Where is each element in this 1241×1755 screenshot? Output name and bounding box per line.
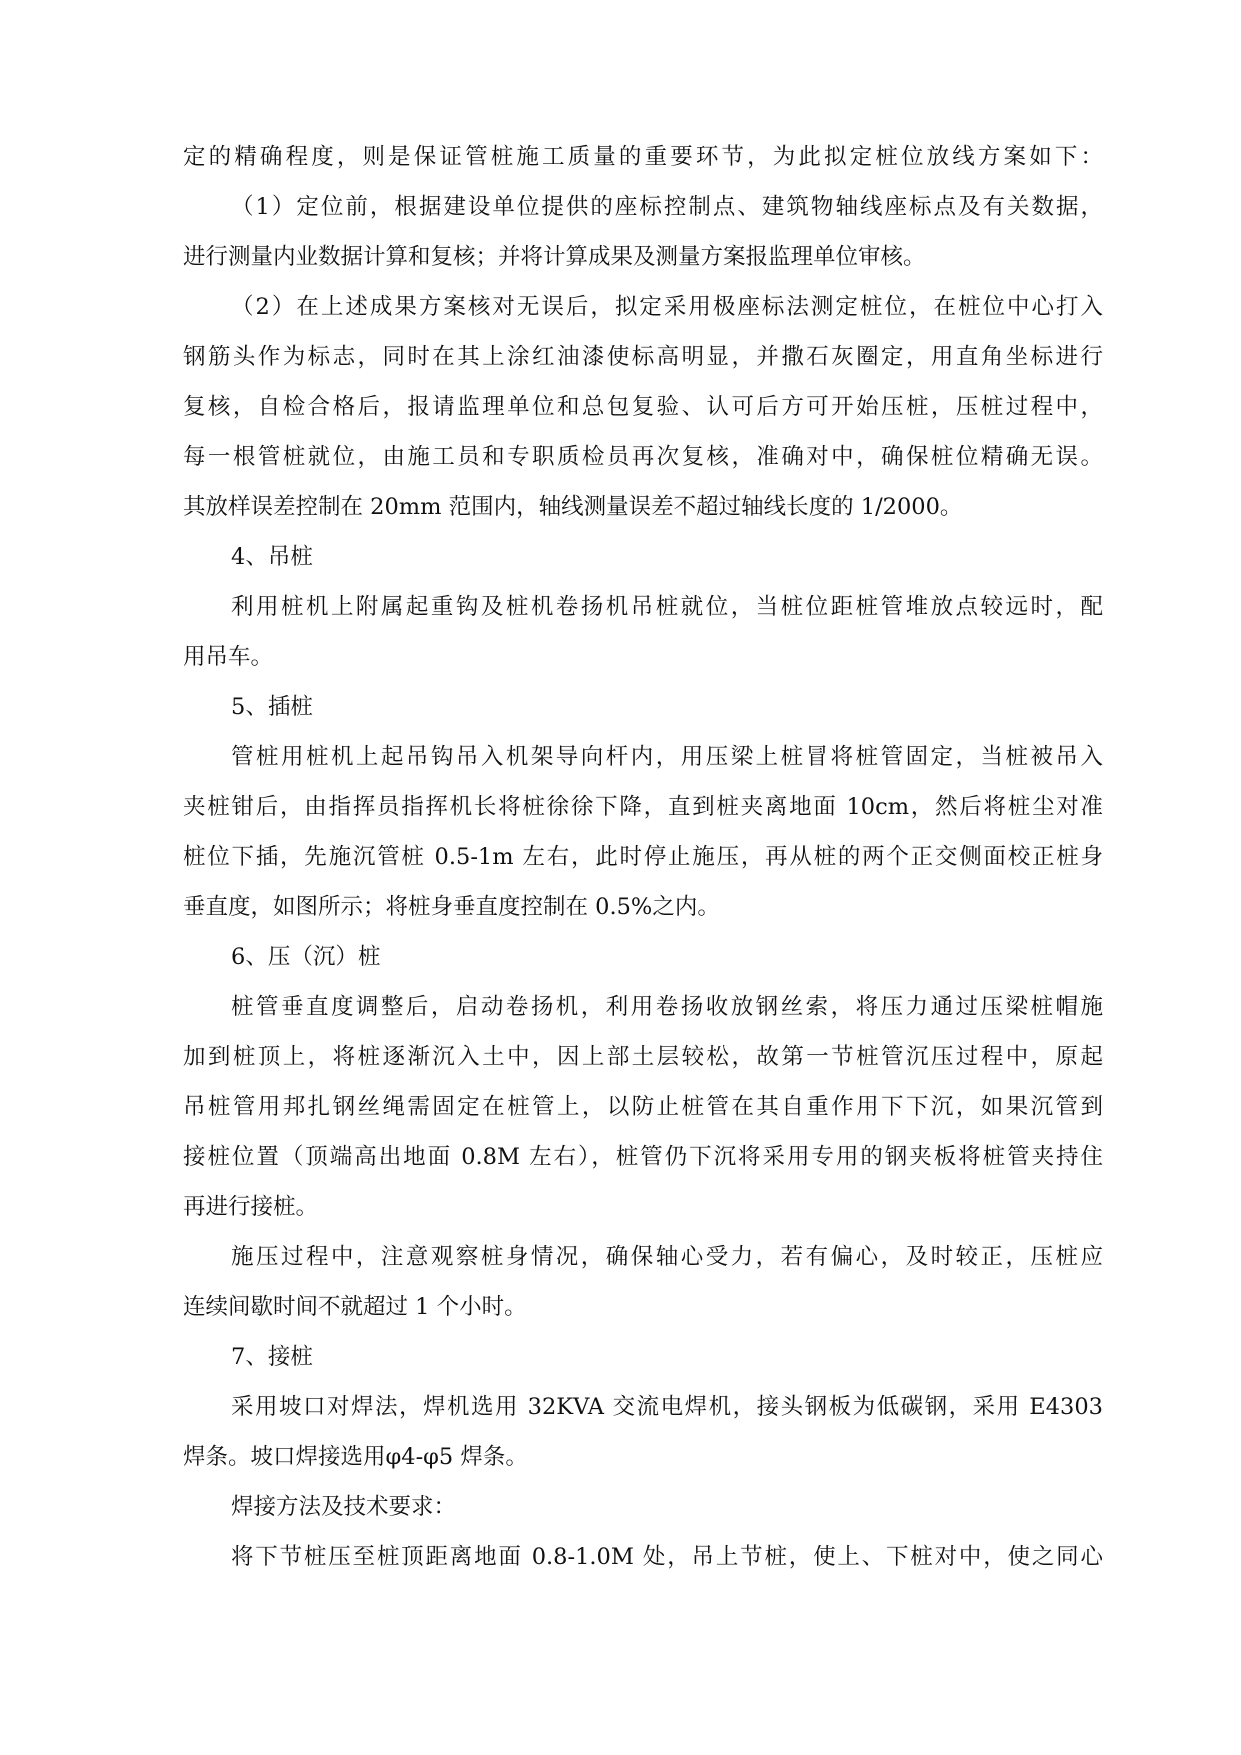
- text-line: 接桩位置（顶端高出地面 0.8M 左右），桩管仍下沉将采用专用的钢夹板将桩管夹持住: [183, 1144, 1103, 1170]
- text-line: （1）定位前，根据建设单位提供的座标控制点、建筑物轴线座标点及有关数据，: [231, 194, 1103, 220]
- text-line: 采用坡口对焊法，焊机选用 32KVA 交流电焊机，接头钢板为低碳钢，采用 E4303: [231, 1394, 1103, 1420]
- text-line: 连续间歇时间不就超过 1 个小时。: [183, 1294, 527, 1320]
- section-heading: 5、插桩: [231, 694, 313, 720]
- section-heading: 4、吊桩: [231, 544, 313, 570]
- text-line: 再进行接桩。: [183, 1194, 319, 1220]
- text-line: 每一根管桩就位，由施工员和专职质检员再次复核，准确对中，确保桩位精确无误。: [183, 444, 1103, 470]
- text-line: 定的精确程度，则是保证管桩施工质量的重要环节，为此拟定桩位放线方案如下：: [183, 144, 1103, 170]
- text-line: 吊桩管用邦扎钢丝绳需固定在桩管上，以防止桩管在其自重作用下下沉，如果沉管到: [183, 1094, 1103, 1120]
- text-line: 焊条。坡口焊接选用φ4-φ5 焊条。: [183, 1444, 528, 1470]
- text-line: 加到桩顶上，将桩逐渐沉入土中，因上部土层较松，故第一节桩管沉压过程中，原起: [183, 1044, 1103, 1070]
- section-heading: 6、压（沉）桩: [231, 944, 381, 970]
- text-line: （2）在上述成果方案核对无误后，拟定采用极座标法测定桩位，在桩位中心打入: [231, 294, 1103, 320]
- text-line: 桩位下插，先施沉管桩 0.5-1m 左右，此时停止施压，再从桩的两个正交侧面校正桩身: [183, 844, 1103, 870]
- text-line: 利用桩机上附属起重钩及桩机卷扬机吊桩就位，当桩位距桩管堆放点较远时，配: [231, 594, 1103, 620]
- text-line: 施压过程中，注意观察桩身情况，确保轴心受力，若有偏心，及时较正，压桩应: [231, 1244, 1103, 1270]
- text-line: 管桩用桩机上起吊钩吊入机架导向杆内，用压梁上桩冒将桩管固定，当桩被吊入: [231, 744, 1103, 770]
- text-line: 将下节桩压至桩顶距离地面 0.8-1.0M 处，吊上节桩，使上、下桩对中，使之同心: [231, 1544, 1103, 1570]
- text-line: 复核，自检合格后，报请监理单位和总包复验、认可后方可开始压桩，压桩过程中，: [183, 394, 1103, 420]
- text-line: 夹桩钳后，由指挥员指挥机长将桩徐徐下降，直到桩夹离地面 10cm，然后将桩尘对准: [183, 794, 1103, 820]
- section-heading: 7、接桩: [231, 1344, 313, 1370]
- text-line: 用吊车。: [183, 644, 274, 670]
- text-line: 钢筋头作为标志，同时在其上涂红油漆使标高明显，并撒石灰圈定，用直角坐标进行: [183, 344, 1103, 370]
- text-line: 垂直度，如图所示；将桩身垂直度控制在 0.5%之内。: [183, 894, 720, 920]
- body-text: [183, 132, 1103, 1582]
- text-line: 其放样误差控制在 20mm 范围内，轴线测量误差不超过轴线长度的 1/2000。: [183, 494, 963, 520]
- text-line: 进行测量内业数据计算和复核；并将计算成果及测量方案报监理单位审核。: [183, 244, 926, 270]
- text-line: 焊接方法及技术要求：: [231, 1494, 457, 1520]
- text-line: 桩管垂直度调整后，启动卷扬机，利用卷扬收放钢丝索，将压力通过压梁桩帽施: [231, 994, 1103, 1020]
